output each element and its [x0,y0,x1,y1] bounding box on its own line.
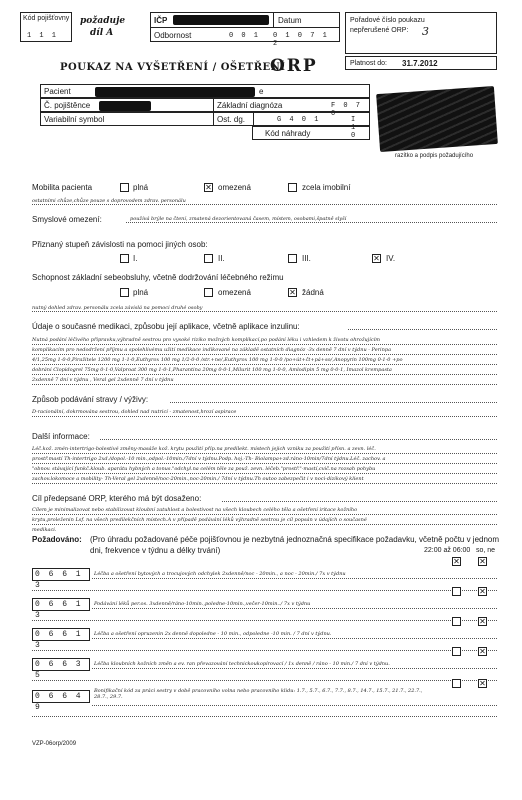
selfcare-label: Schopnost základní sebeobsluhy, včetně dodržování léčebného režimu [32,273,284,282]
stamp-redacted [376,86,498,152]
row-2-line [92,608,497,609]
mobility-imobilni-checkbox[interactable] [288,183,297,192]
ost-dg-label: Ost. dg. [217,115,246,124]
medication-line-4: dobrání Clopidogrel 75mg 0-1-0,Valproat 300 mg 1-0-1,Pharantina 20mg 0-0-1,Milurit 100 mg 1-0-0, Amlodipin 5 mg 0-0-1, Imazol krempasta [32,367,392,373]
pacient-box [40,84,370,98]
row-3-code: 0 6 6 1 3 [32,628,90,641]
selfcare-plna-checkbox[interactable] [120,288,129,297]
senses-line [126,222,497,223]
selfcare-zadna-checkbox[interactable]: ✕ [289,288,296,297]
dependence-label: Přiznaný stupeň závislosti na pomoci jiných osob: [32,240,208,249]
icp-vdivider [273,13,274,27]
medication-line-1: Nutná podání léčivého připravku,výhradně sestrou pro vysoké riziko možných komplikací,po podání léku i vzhledem k životu ohrožujícím [32,337,380,343]
row-4-code: 0 6 6 3 5 [32,658,90,671]
podpis-label: razítko a podpis požadujícího [395,153,474,159]
mobility-label: Mobilita pacienta [32,183,93,192]
info-label: Další informace: [32,432,90,441]
info-sep-1 [32,453,497,454]
datum-label: Datum [278,16,302,25]
row-3-line-b [32,650,497,651]
mobility-note-line [32,204,497,205]
row-1-c1-checkbox[interactable]: ✕ [453,557,460,566]
row-4-line [92,668,497,669]
kod-pojistovny-label: Kód pojišťovny [23,15,70,22]
kod-pojistovny-value: 1 1 1 [27,32,59,40]
row-5-desc: Bonifikační kód za práci sestry v době pracovního volna nebo pracovního klidu: 1.7., 5.7., 6.7., 7.7., 8.7., 14.7., 15.7., 21.7., 22.7., 28.7., 29.7. [94,688,423,700]
row-4-desc: Léčba kloubních kožních změn a ev. ran převazování technickoukopírovací / 1x denně / ráno - 10 min./ 7 dní v týdnu. [94,661,390,667]
info-line-1: Léč.kož. zmén-intertrigo-bolestivé změny-masáže kož. krytu použití příp.na predilekt. místech jejich vzniku za použití přísn. a zevn. léč. [32,446,376,452]
info-label-line [100,439,497,440]
info-line-4: zachov.lokomoce a mobility- Th-Veral gel 2xdenně/noc-20min.,noc-20min./ 7dní v týdnu.Th outoo zabezpečit i v noci-dizikový klient [32,476,364,482]
row-1-line [92,578,497,579]
poradove-label-1: Pořadové číslo poukazu [350,17,425,24]
form-code: VZP-06orp/2009 [32,741,77,747]
dependence-1-checkbox[interactable] [120,254,129,263]
poradove-label-2: nepřerušené ORP: [350,27,409,34]
ost-dg-value-1: G 4 0 1 [277,116,321,124]
dependence-2-label: II. [218,254,225,263]
medication-line-2: komplikacím pro nedodržení příjmu a spolehlivému užití medikace indikované na základě ostatních diagnóz -3x denně 7 dní v týdnu - Perinpa [32,347,392,353]
row-2-c2-checkbox[interactable]: ✕ [479,587,486,596]
medication-line-sep-5 [32,384,497,385]
medication-label-line [348,329,497,330]
variabilni-vdivider [213,113,214,125]
row-2-line-b [32,620,497,621]
selfcare-plna-label: plná [133,288,149,297]
requested-col-2: so, ne [476,547,496,554]
dependence-4-label: IV. [386,254,396,263]
info-line-3: "obnov. stávající funkč.kloub. aparátu hybných a tonus."odchyl.na celém těle za použ. zevn. léčeb."prostř."-mastí,cvič.na rozsah pohybu [32,466,376,472]
datum-value: 0 1 0 7 1 2 [273,32,329,48]
page-title: POUKAZ NA VYŠETŘENÍ / OŠETŘENÍ [60,62,286,73]
goal-line-1: Cílem je minimalizovat nebo stabilizovat kloubní zatuhlost a bolestivost na všech kloubech celého těla a ošetření iritace kožního [32,507,358,513]
row-3-c2-checkbox[interactable]: ✕ [479,617,486,626]
medication-line-sep-4 [32,374,497,375]
row-3-line [92,638,497,639]
dependence-3-label: III. [302,254,311,263]
row-5-code: 0 6 6 4 9 [32,690,90,703]
goal-label-line [222,501,497,502]
medication-label: Údaje o současné medikaci, způsobu její aplikace, včetně aplikace inzulinu: [32,322,300,331]
pacient-suffix: e [259,87,264,96]
senses-label: Smyslové omezení: [32,215,102,224]
mobility-note: ostatními chůze,chůze pouze s doprovodem zdrav. personálu [32,198,186,204]
poradove-value: 3 [422,25,429,38]
goal-label: Cíl předepsané ORP, kterého má být dosaženo: [32,494,202,503]
zakladni-dg-value: F 0 7 0 [331,102,363,118]
platnost-value: 31.7.2012 [402,59,438,68]
row-2-desc: Podávání léků per.os. 3xdenně/ráno-10min.,poledne-10min.,večer-10min../ 7x v týdnu [94,601,311,607]
requested-text-1: (Pro úhradu požadované péče pojišťovnou je nezbytná jednoznačná specifikace požadavku, včetně počtu v jednom [90,535,500,544]
row-4-line-b [32,680,497,681]
mobility-plna-label: plná [133,183,149,192]
requested-text-2: dni, frekvence v týdnu a délky trvání) [90,546,221,555]
medication-line-sep-3 [32,364,497,365]
kod-pojistovny-box [20,12,72,42]
goal-line-3: medikaci. [32,527,57,533]
info-sep-4 [32,483,497,484]
medication-line-3: 4/1,25mg 1-0-0,Piražitele 1200 mg 1-1-0,Euthyrox 100 mg 1/2-0-0 /str.+ne/,Euthyrox 100 mg 1-0-0 /po+út+čt+pá+so/,Anopyrin 100mg 0-1-0 +po [32,357,403,363]
info-line-2: prostř.mastí Th-intertrigo 2xd./dopol.-10 min.,odpol.-10min./7dní v týdnu.Podp. hoj.-Th- Biolampa+zd.ráno-10min/7dní týdnu.Léč. zachov. a [32,456,386,462]
selfcare-zadna-label: žádná [302,288,324,297]
platnost-label: Platnost do: [350,60,387,67]
row-2-code: 0 6 6 1 3 [32,598,90,611]
row-4-c1-checkbox[interactable] [452,647,461,656]
cislo-vdivider [213,99,214,111]
nutrition-label-line [170,402,497,403]
dependence-2-checkbox[interactable] [204,254,213,263]
goal-sep-2 [32,524,497,525]
mobility-omezena-label: omezená [218,183,251,192]
medication-line-sep-1 [32,344,497,345]
row-4-c2-checkbox[interactable]: ✕ [479,647,486,656]
kod-nahrady-label: Kód náhrady [265,129,311,138]
cislo-box [40,98,370,118]
icp-label: IČP [154,16,168,25]
row-3-desc: Léčba a ošetření opruzenin 2x denně dopoledne - 10 min., odpoledne -10 min. / 7 dní v týdnu. [94,631,332,637]
pacient-label: Pacient [44,87,71,96]
row-5-c2-checkbox[interactable]: ✕ [479,679,486,688]
dil-label: díl A [90,28,114,38]
row-3-c1-checkbox[interactable] [452,617,461,626]
dependence-4-checkbox[interactable]: ✕ [373,254,380,263]
row-5-line-b [32,716,497,717]
platnost-box [345,56,497,70]
odbornost-value: 0 0 1 [229,32,261,40]
info-sep-3 [32,473,497,474]
zakladni-dg-label: Základní diagnóza [217,101,283,110]
nutrition-label: Způsob podávání stravy / výživy: [32,395,149,404]
pacient-redacted [95,87,255,97]
dependence-3-checkbox[interactable] [288,254,297,263]
icp-divider [151,27,339,28]
row-1-line-b [32,590,497,591]
selfcare-omezena-label: omezená [218,288,251,297]
row-1-c2-checkbox[interactable]: ✕ [479,557,486,566]
odbornost-label: Odbornost [154,31,192,40]
senses-value: používá brýle na čtení, zmatená dezorientovaná časem, místem, osobami,špatně slyší [130,216,347,222]
dependence-1-label: I. [133,254,138,263]
goal-line-2: krytu,proleženin Lsf. na všech predilekčních místech.A v případě podávání léků výhradně sestrou je cíl popsán v údajích o současné [32,517,367,523]
selfcare-note: nutný dohled zdrav. personálu zcela závislá na pomoci druhé osoby [32,305,203,311]
orp-title: ORP [270,56,318,76]
mobility-plna-checkbox[interactable] [120,183,129,192]
row-1-desc: Léčba a ošetření bytových a trocujových odchylek 2xdenně/noc - 20min., a noc - 20min./ 7x v týdnu [94,571,346,577]
nutrition-value: D-racionální, dokrmována sestrou, dohled nad nutricí - zmatenost,hrozí aspirace [32,409,237,415]
medication-line-5: 2xdenně 7 dní v týdnu , Veral gel 2xdenně 7 dní v týdnu [32,377,174,383]
cislo-label: Č. pojištěnce [44,101,91,110]
nutrition-value-line [32,416,497,417]
pozaduje-label: požaduje [80,16,126,26]
row-1-code: 0 6 6 1 3 [32,568,90,581]
icp-redacted [173,15,269,25]
poradove-box [345,12,497,54]
icp-odbornost-box [150,12,340,48]
requested-col-1: 22:00 až 06:00 [424,547,471,554]
selfcare-note-line [32,311,497,312]
kod-nahrady-box [252,126,370,140]
row-2-c1-checkbox[interactable] [452,587,461,596]
goal-sep-1 [32,514,497,515]
mobility-imobilni-label: zcela imobilní [302,183,351,192]
selfcare-omezena-checkbox[interactable] [204,288,213,297]
ost-dg-value-2: I 1 0 [351,116,358,140]
row-5-c1-checkbox[interactable] [452,679,461,688]
ost-dg-vdivider [253,113,254,125]
cislo-redacted [99,101,151,111]
requested-label: Požadováno: [32,535,82,544]
mobility-omezena-checkbox[interactable]: ✕ [205,183,212,192]
row-5-line [92,705,497,706]
medication-line-sep-2 [32,354,497,355]
info-sep-2 [32,463,497,464]
variabilni-label: Variabilní symbol [44,115,105,124]
